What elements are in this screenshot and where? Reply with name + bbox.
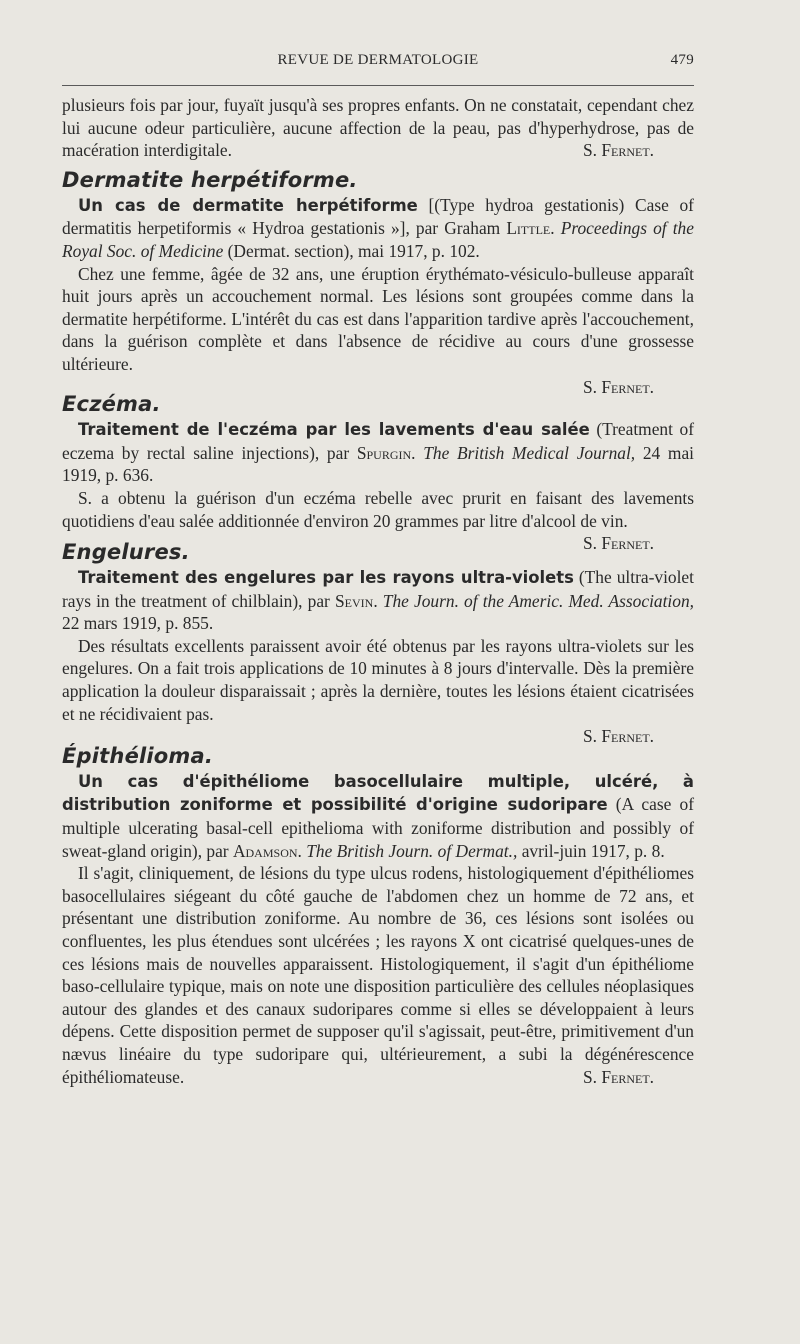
section-heading-engelures: Engelures. (62, 540, 190, 565)
reference-tail: avril-juin 1917, p. 8. (517, 840, 665, 861)
signature-engelures: S. Fernet. (582, 726, 654, 747)
summary-engelures: Des résultats excellents paraissent avoir été obtenus par les rayons ultra-violets sur les engelures. On a fait trois applications de 10 minutes à 8 jours d'intervalle. Dès la première application la douleur disparaissait ; après la dernière, toutes les lésions étaient cicatrisées et ne récidivaient pas. (62, 635, 694, 724)
reference-author: Spurgin (356, 442, 412, 463)
section-heading-dermatite: Dermatite herpétiforme. (62, 167, 358, 192)
running-header (62, 50, 694, 74)
reference-text: (A case of multiple ulcerating basal-cell epithelioma with zoniforme distribution and possibly of sweat-gland origin), par (62, 794, 695, 861)
reference-title: Un cas de dermatite herpétiforme (78, 195, 418, 215)
reference-epithelioma: Un cas d'épithéliome basocellulaire multiple, ulcéré, à distribution zoniforme et possibilité d'origine sudoripare (A case of multiple ulcerating basal-cell epithelioma with zoniforme distribution and possibly of sweat-gland origin), par Adamson. The British Journ. of Dermat., avril-juin 1917, p. 8. (62, 771, 695, 861)
reference-text: (Treatment of eczema by rectal saline injections), par (62, 419, 694, 463)
reference-text: (The ultra-violet rays in the treatment of chilblain), par (62, 567, 694, 611)
signature-eczema: S. Fernet. (582, 533, 654, 554)
journal-title: REVUE DE DERMATOLOGIE (277, 52, 479, 68)
reference-text: [(Type hydroa gestationis) Case of dermatitis herpetiformis « Hydroa gestationis »], par Graham (62, 194, 694, 239)
reference-journal: The British Medical Journal, (423, 442, 636, 463)
summary-text: Il s'agit, cliniquement, de lésions du type ulcus rodens, histologiquement d'épithéliomes basocellulaires siégeant du côté gauche de l'abdomen chez un homme de 72 ans, et présentant une distribution zoniforme. Au nombre de 36, ces lésions sont isolées ou confluentes, les plus étendues sont ulcérées ; les rayons X ont cicatrisé quelques-unes de ces lésions mais de nouvelles apparaissent. Histologiquement, il s'agit d'un épithéliome baso-cellulaire typique, mais on note une disposition particulière des cellules néoplasiques autour des glandes et des canaux sudoripares comme si elles se développaient à leurs dépens. Cette disposition permet de supposer qu'il s'agissait, peut-être, primitivement d'un nævus linéaire du type sudoripare qui, ultérieurement, a subi la dégénérescence épithéliomateuse. (62, 863, 694, 1087)
summary-text: S. a obtenu la guérison d'un eczéma rebelle avec prurit en faisant des lavements quotidiens d'eau salée additionnée d'environ 20 grammes par litre d'alcool de vin. (62, 487, 694, 531)
reference-title: Traitement de l'eczéma par les lavements d'eau salée (78, 420, 590, 440)
reference-engelures: Traitement des engelures par les rayons ultra-violets (The ultra-violet rays in the treatment of chilblain), par Sevin. The Journ. of the Americ. Med. Association, 22 mars 1919, p. 855. (62, 567, 695, 634)
reference-author: Sevin (334, 590, 374, 611)
header-rule (62, 85, 694, 86)
reference-title: Un cas d'épithéliome basocellulaire multiple, ulcéré, à distribution zoniforme et possibilité d'origine sudoripare (62, 771, 694, 815)
signature-epithelioma: S. Fernet. (582, 1066, 654, 1087)
section-heading-eczema: Eczéma. (62, 392, 161, 417)
page-number: 479 (670, 52, 694, 68)
reference-eczema: Traitement de l'eczéma par les lavements d'eau salée (Treatment of eczema by rectal saline injections), par Spurgin. The British Medical Journal, 24 mai 1919, p. 636. (62, 419, 694, 486)
reference-title: Traitement des engelures par les rayons ultra-violets (78, 568, 574, 588)
reference-journal: Proceedings of the Royal Soc. of Medicine (62, 218, 694, 261)
reference-tail: 22 mars 1919, p. 855. (62, 613, 214, 634)
reference-journal: The British Journ. of Dermat., (306, 840, 518, 861)
reference-author: Adamson (232, 840, 298, 861)
summary-dermatite: Chez une femme, âgée de 32 ans, une éruption érythémato-vésiculo-bulleuse apparaît huit jours après un accouchement normal. Les lésions sont groupées comme dans la dermatite herpétiforme. L'intérêt du cas est dans l'apparition tardive après l'accouchement, dans la guérison complète et dans l'absence de récidive au cours d'une grossesse ultérieure. (62, 263, 694, 374)
reference-dermatite: Un cas de dermatite herpétiforme [(Type hydroa gestationis) Case of dermatitis herpetiformis « Hydroa gestationis »], par Graham Little. Proceedings of the Royal Soc. of Medicine (Dermat. section), mai 1917, p. 102. (62, 194, 694, 261)
intro-paragraph (62, 94, 694, 162)
reference-tail: 24 mai 1919, p. 636. (62, 442, 694, 486)
summary-epithelioma (62, 862, 694, 1088)
intro-signature: S. Fernet. (582, 140, 654, 161)
section-heading-epithelioma: Épithélioma. (62, 743, 214, 768)
signature-dermatite: S. Fernet. (582, 376, 654, 397)
reference-journal: The Journ. of the Americ. Med. Association, (382, 590, 695, 611)
reference-tail: (Dermat. section), mai 1917, p. 102. (223, 240, 480, 261)
article-body (62, 94, 694, 1088)
reference-author: Little (506, 218, 551, 239)
intro-text: plusieurs fois par jour, fuyaït jusqu'à ses propres enfants. On ne constatait, cependant chez lui aucune odeur particulière, aucune affection de la peau, pas d'hyperhydrose, pas de macération interdigitale. (62, 95, 694, 161)
